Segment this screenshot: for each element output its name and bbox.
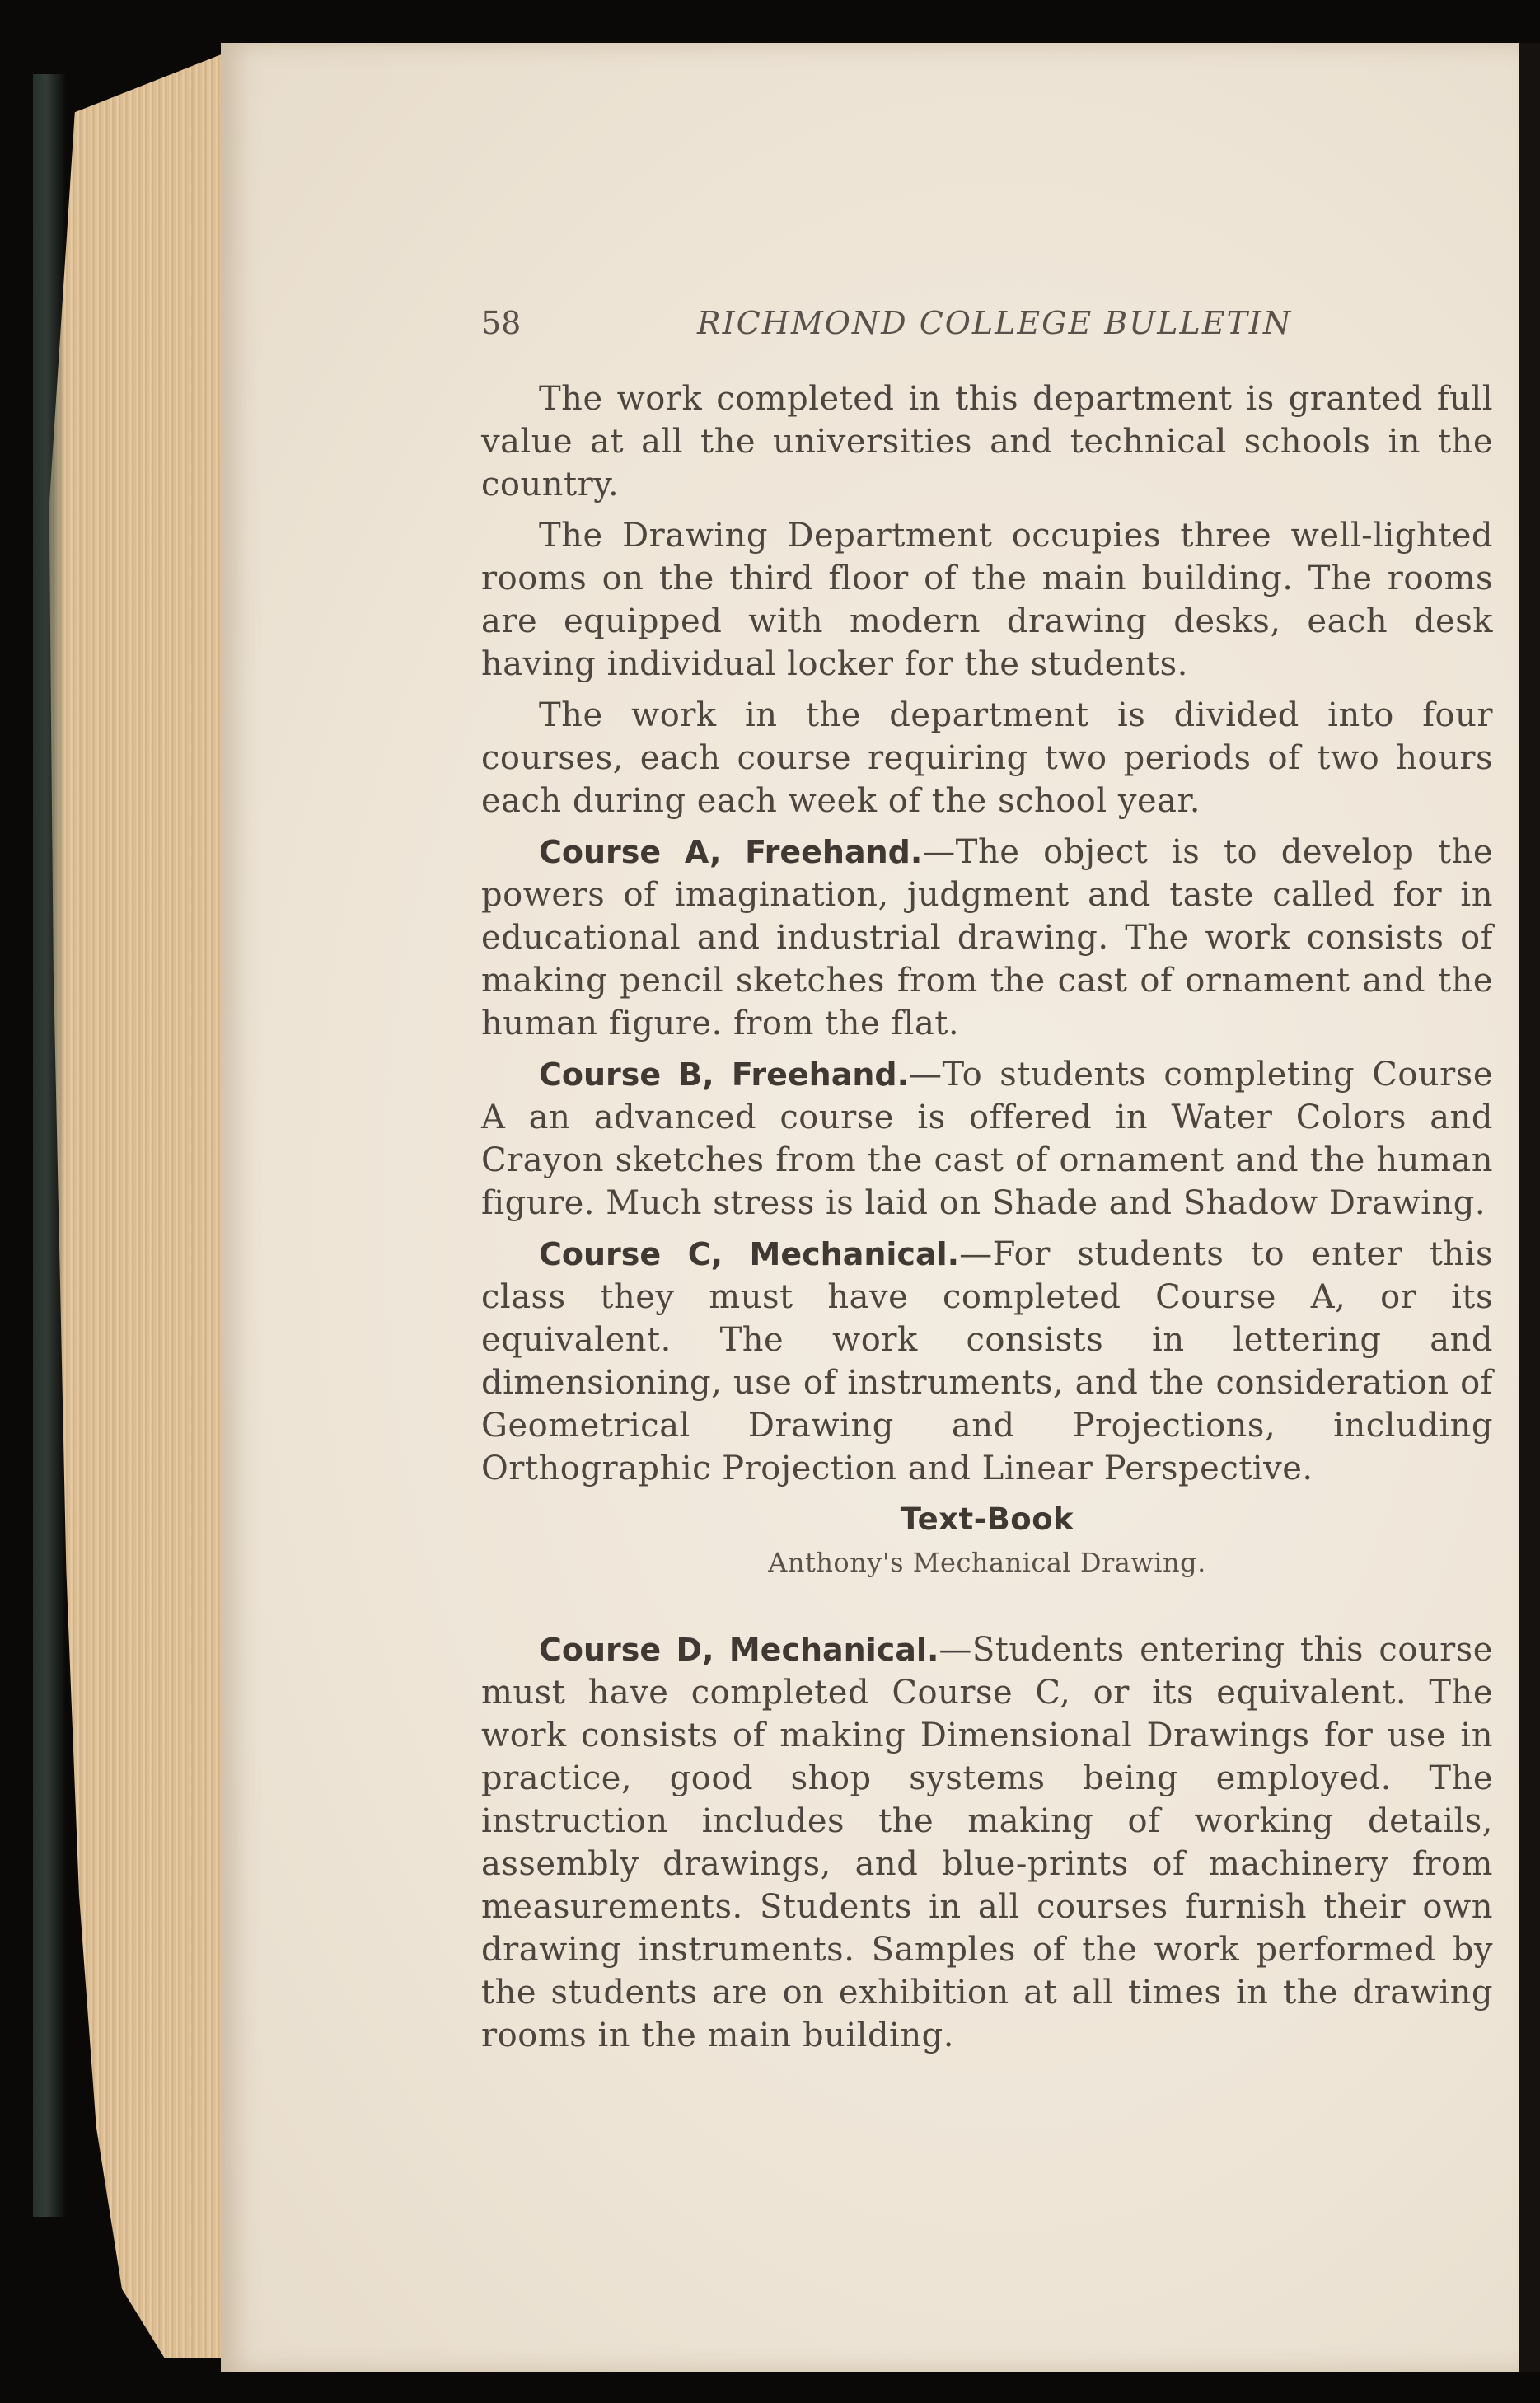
- course-a-paragraph: [481, 831, 1493, 1045]
- course-c-text: —For students to enter this class they must have completed Course A, or its equivalent. The work consists in lettering and dimensioning, use of instruments, and the consideration of Geometrical Drawing and Projections, including Orthographic Projection and Linear Perspective.: [481, 1235, 1494, 1487]
- page-right-margin: [1519, 43, 1540, 2372]
- course-c-paragraph: [481, 1233, 1493, 1490]
- course-d-heading: Course D, Mechanical.: [539, 1632, 939, 1668]
- running-title: RICHMOND COLLEGE BULLETIN: [697, 305, 1293, 341]
- paragraph-credit: The work completed in this department is granted full value at all the universities and technical schools in the country.: [481, 380, 1493, 504]
- course-d-paragraph: [481, 1628, 1493, 2057]
- book-spine: [33, 74, 66, 2217]
- course-d-text: —Students entering this course must have completed Course C, or its equivalent. The work consists of making Dimensional Drawings for use in practice, good shop systems being employed. The instruction includes the making of working details, assembly drawings, and blue-prints of machinery from measurements. Students in all courses furnish their own drawing instruments. Samples of the work performed by the students are on exhibition at all times in the drawing rooms in the main building.: [481, 1631, 1493, 2054]
- course-c-heading: Course C, Mechanical.: [539, 1236, 960, 1272]
- course-a-text: —The object is to develop the powers of imagination, judgment and taste called for in educational and industrial drawing. The work consists of making pencil sketches from the cast of ornament and the human figure. from the flat.: [481, 833, 1493, 1042]
- course-b-text: —To students completing Course A an advanced course is offered in Water Colors and Crayon sketches from the cast of ornament and the human figure. Much stress is laid on Shade and Shadow Drawing.: [481, 1056, 1494, 1222]
- page-body: [481, 377, 1493, 2065]
- textbook-title: Anthony's Mechanical Drawing.: [768, 1547, 1206, 1578]
- page-header: [481, 305, 1305, 354]
- course-a-heading: Course A, Freehand.: [539, 834, 923, 870]
- page-edges: [36, 43, 250, 2358]
- course-b-paragraph: [481, 1053, 1493, 1225]
- paragraph-rooms: The Drawing Department occupies three well-lighted rooms on the third floor of the main building. The rooms are equipped with modern drawing desks, each desk having individual locker for the students.: [481, 517, 1493, 683]
- paragraph-courses-overview: The work in the department is divided into four courses, each course requiring two periods of two hours each during each week of the school year.: [481, 696, 1493, 820]
- page-number: 58: [481, 305, 522, 341]
- textbook-heading: Text-Book: [900, 1501, 1074, 1537]
- course-b-heading: Course B, Freehand.: [539, 1056, 910, 1093]
